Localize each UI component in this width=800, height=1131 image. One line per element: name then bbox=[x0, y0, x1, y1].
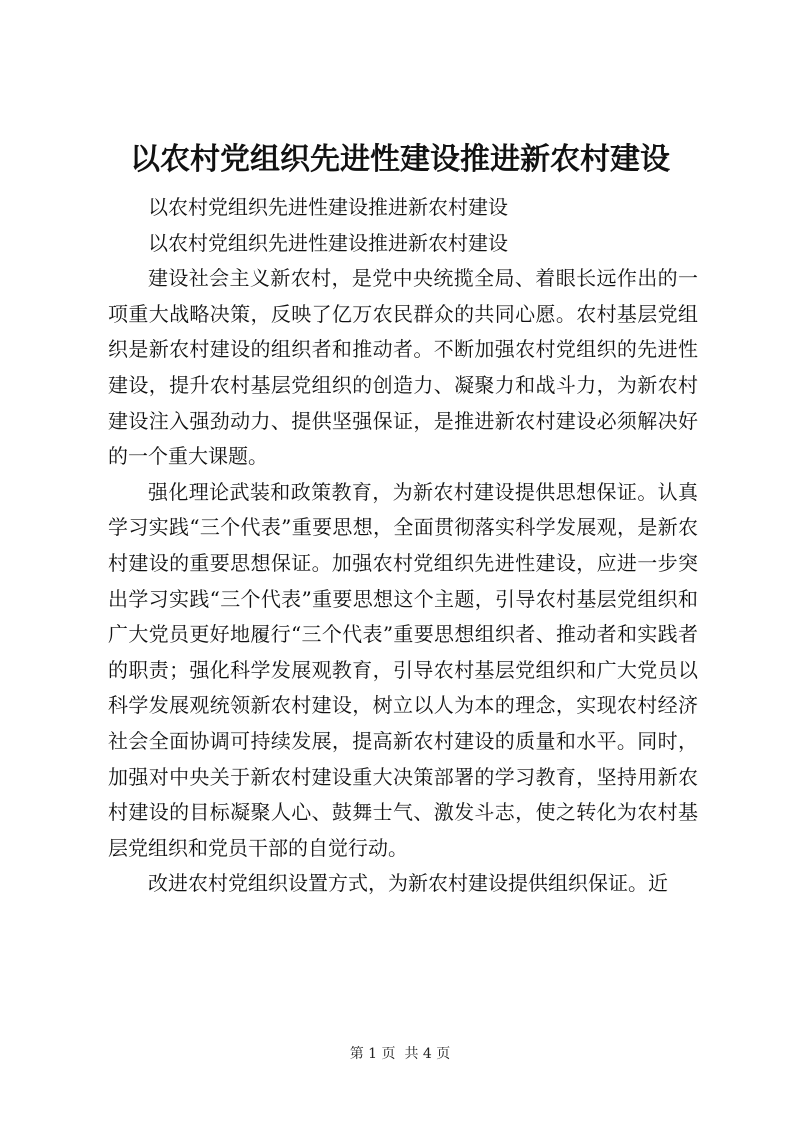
document-body bbox=[108, 190, 698, 902]
page-number: 第 1 页 共 4 页 bbox=[349, 1046, 451, 1062]
body-paragraph: 建设社会主义新农村，是党中央统揽全局、着眼长远作出的一项重大战略决策，反映了亿万农民群众的共同心愿。农村基层党组织是新农村建设的组织者和推动者。不断加强农村党组织的先进性建设，提升农村基层党组织的创造力、凝聚力和战斗力，为新农村建设注入强劲动力、提供坚强保证，是推进新农村建设必须解决好的一个重大课题。 bbox=[108, 266, 698, 469]
subtitle-line: 以农村党组织先进性建设推进新农村建设 bbox=[148, 195, 508, 219]
page-footer bbox=[0, 1044, 800, 1064]
document-title: 以农村党组织先进性建设推进新农村建设 bbox=[130, 142, 670, 177]
body-paragraph: 改进农村党组织设置方式，为新农村建设提供组织保证。近 bbox=[148, 871, 668, 896]
subtitle-line: 以农村党组织先进性建设推进新农村建设 bbox=[148, 230, 508, 255]
body-paragraph: 强化理论武装和政策教育，为新农村建设提供思想保证。认真学习实践“三个代表”重要思想，全面贯彻落实科学发展观，是新农村建设的重要思想保证。加强农村党组织先进性建设，应进一步突出学习实践“三个代表”重要思想这个主题，引导农村基层党组织和广大党员更好地履行“三个代表”重要思想组织者、推动者和实践者的职责；强化科学发展观教育，引导农村基层党组织和广大党员以科学发展观统领新农村建设，树立以人为本的理念，实现农村经济社会全面协调可持续发展，提高新农村建设的质量和水平。同时，加强对中央关于新农村建设重大决策部署的学习教育，坚持用新农村建设的目标凝聚人心、鼓舞士气、激发斗志，使之转化为农村基层党组织和党员干部的自觉行动。 bbox=[108, 479, 698, 860]
